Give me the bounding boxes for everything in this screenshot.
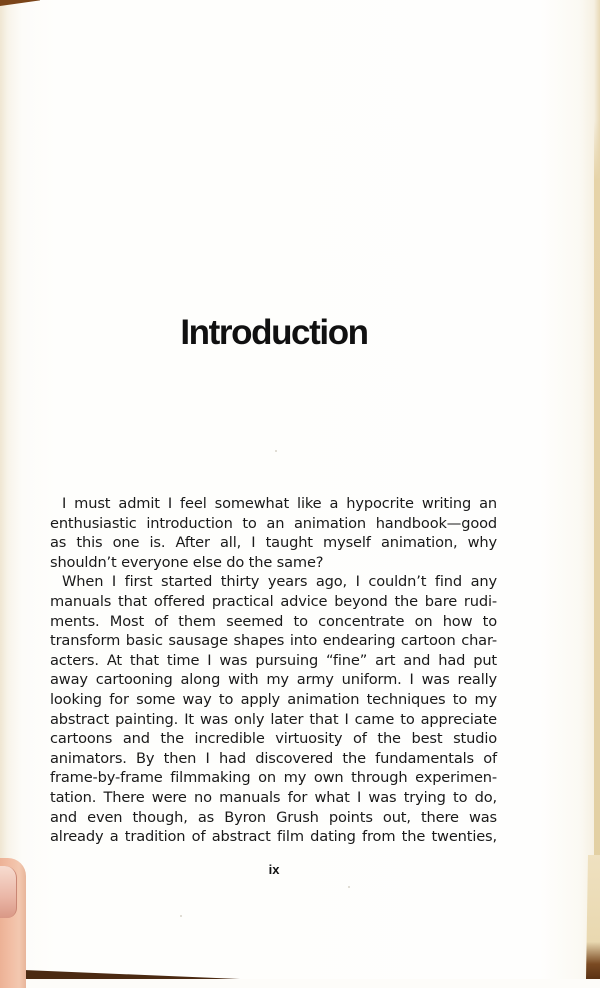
text-line: looking for some way to apply animation techniques to my: [50, 690, 497, 708]
text-line: cartoons and the incredible virtuosity of the best studio: [50, 730, 497, 748]
paragraph-2: [50, 572, 497, 846]
thumbnail-nail: [0, 866, 17, 918]
text-line: enthusiastic introduction to an animation handbook—good: [50, 514, 497, 532]
text-line: When I first started thirty years ago, I couldn’t find any: [62, 573, 497, 591]
text-line: as this one is. After all, I taught myself animation, why: [50, 534, 497, 552]
page-stack-edge-bottom: [580, 855, 600, 979]
text-line: transform basic sausage shapes into endearing cartoon char-: [50, 632, 497, 650]
paper-speckle: [348, 886, 350, 888]
page-stack-edge: [594, 120, 600, 979]
text-line: acters. At that time I was pursuing “fine” art and had put: [50, 651, 497, 669]
text-line: manuals that offered practical advice beyond the bare rudi-: [50, 592, 497, 610]
text-line: ments. Most of them seemed to concentrate on how to: [50, 612, 497, 630]
background-corner: [0, 0, 40, 6]
text-line: away cartooning along with my army uniform. I was really: [50, 671, 497, 689]
paragraph-1: [50, 494, 497, 572]
bottom-shadow: [0, 969, 240, 979]
text-line: and even though, as Byron Grush points out, there was: [50, 808, 497, 826]
text-line: animators. By then I had discovered the fundamentals of: [50, 749, 497, 767]
text-line: I must admit I feel somewhat like a hypocrite writing an: [62, 495, 497, 512]
text-line: abstract painting. It was only later that I came to appreciate: [50, 710, 497, 728]
chapter-title: Introduction: [180, 313, 368, 352]
paper-speckle: [180, 915, 182, 917]
text-line: frame-by-frame filmmaking on my own through experimen-: [50, 769, 497, 787]
body-text: [50, 494, 497, 847]
paper-speckle: [275, 450, 277, 452]
text-line: shouldn’t everyone else do the same?: [50, 553, 324, 571]
text-line: tation. There were no manuals for what I was trying to do,: [50, 788, 497, 806]
page-number: ix: [268, 862, 280, 877]
text-line: already a tradition of abstract film dating from the twenties,: [50, 828, 497, 846]
